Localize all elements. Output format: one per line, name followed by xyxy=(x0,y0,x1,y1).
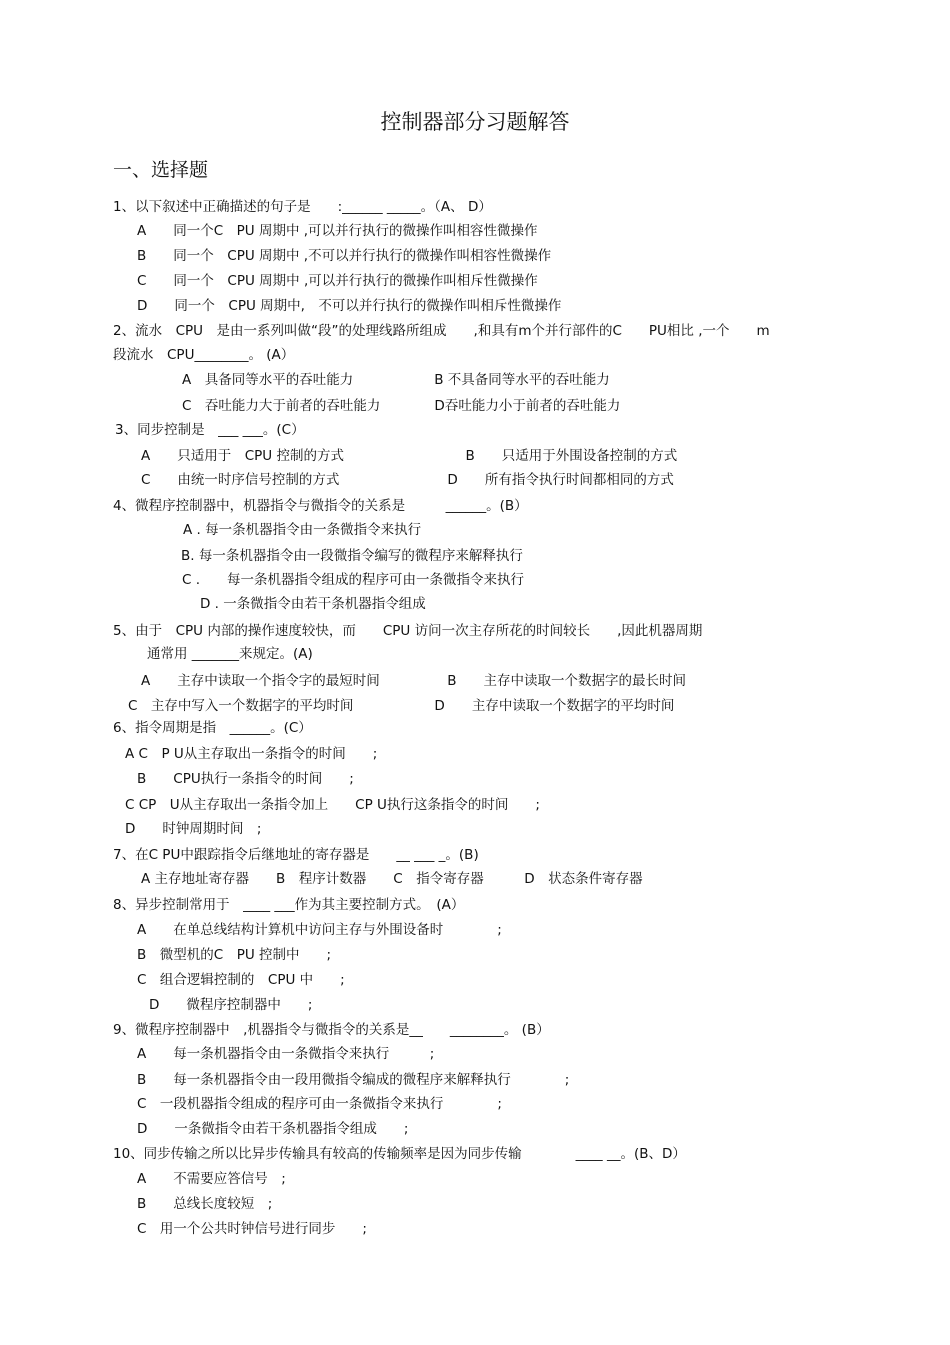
question-6: 6、指令周期是指 ______。(C） xyxy=(113,720,312,736)
option-line: A 只适用于 CPU 控制的方式 B 只适用于外围设备控制的方式 xyxy=(141,448,678,464)
option-line: B 每一条机器指令由一段用微指令编成的微程序来解释执行 ; xyxy=(137,1072,570,1088)
question-2-cont: 段流水 CPU________。 (A） xyxy=(113,347,295,363)
option-line: D 时钟周期时间 ; xyxy=(125,821,262,837)
option-line: C CP U从主存取出一条指令加上 CP U执行这条指令的时间 ; xyxy=(125,797,540,813)
option-line: C 主存中写入一个数据字的平均时间 D 主存中读取一个数据字的平均时间 xyxy=(128,698,675,714)
option-line: C 由统一时序信号控制的方式 D 所有指令执行时间都相同的方式 xyxy=(141,472,674,488)
question-8: 8、异步控制常用于 ____ ___作为其主要控制方式。 (A） xyxy=(113,897,465,913)
question-4: 4、微程序控制器中，机器指令与微指令的关系是 ______。(B） xyxy=(113,498,528,514)
option-line: B. 每一条机器指令由一段微指令编写的微程序来解释执行 xyxy=(181,548,523,564)
option-line: C . 每一条机器指令组成的程序可由一条微指令来执行 xyxy=(182,572,525,588)
option-line: C 吞吐能力大于前者的吞吐能力 D吞吐能力小于前者的吞吐能力 xyxy=(182,398,621,414)
option-line: A C P U从主存取出一条指令的时间 ; xyxy=(125,746,378,762)
question-5: 5、由于 CPU 内部的操作速度较快，而 CPU 访问一次主存所花的时间较长 ,因此机器周期 xyxy=(113,623,703,639)
question-10: 10、同步传输之所以比异步传输具有较高的传输频率是因为同步传输 ____ __。(B、D） xyxy=(113,1146,686,1162)
option-line: A 主存中读取一个指令字的最短时间 B 主存中读取一个数据字的最长时间 xyxy=(141,673,686,689)
option-line: B CPU执行一条指令的时间 ; xyxy=(137,771,354,787)
option-line: A 同一个C PU 周期中 ,可以并行执行的微操作叫相容性微操作 xyxy=(137,223,538,239)
option-line: C 用一个公共时钟信号进行同步 ; xyxy=(137,1221,367,1237)
option-line: B 微型机的C PU 控制中 ; xyxy=(137,947,332,963)
option-line: B 同一个 CPU 周期中 ,不可以并行执行的微操作叫相容性微操作 xyxy=(137,248,552,264)
option-line: D . 一条微指令由若干条机器指令组成 xyxy=(200,596,426,612)
option-line: B 总线长度较短 ; xyxy=(137,1196,273,1212)
question-9: 9、微程序控制器中 ,机器指令与微指令的关系是__ ________。 (B） xyxy=(113,1022,550,1038)
option-line: A 主存地址寄存器 B 程序计数器 C 指令寄存器 D 状态条件寄存器 xyxy=(141,871,643,887)
option-line: A . 每一条机器指令由一条微指令来执行 xyxy=(183,522,422,538)
question-7: 7、在C PU中跟踪指令后继地址的寄存器是 __ ___ _。(B) xyxy=(113,847,479,863)
option-line: C 组合逻辑控制的 CPU 中 ; xyxy=(137,972,345,988)
option-line: A 在单总线结构计算机中访问主存与外围设备时 ; xyxy=(137,922,502,938)
option-line: A 具备同等水平的吞吐能力 B 不具备同等水平的吞吐能力 xyxy=(182,372,610,388)
question-5-cont: 通常用 _______来规定。(A) xyxy=(147,646,313,662)
option-line: D 同一个 CPU 周期中, 不可以并行执行的微操作叫相斥性微操作 xyxy=(137,298,562,314)
option-line: D 一条微指令由若干条机器指令组成 ; xyxy=(137,1121,409,1137)
question-3: 3、同步控制是 ___ ___。(C） xyxy=(115,422,305,438)
question-2: 2、流水 CPU 是由一系列叫做“段”的处理线路所组成 ,和具有m个并行部件的C PU相比 ,一个 m xyxy=(113,323,770,339)
option-line: A 不需要应答信号 ; xyxy=(137,1171,286,1187)
option-line: C 同一个 CPU 周期中 ,可以并行执行的微操作叫相斥性微操作 xyxy=(137,273,538,289)
section-heading: 一、选择题 xyxy=(113,159,209,181)
option-line: A 每一条机器指令由一条微指令来执行 ; xyxy=(137,1046,435,1062)
page-title: 控制器部分习题解答 xyxy=(380,110,570,134)
option-line: C 一段机器指令组成的程序可由一条微指令来执行 ; xyxy=(137,1096,502,1112)
option-line: D 微程序控制器中 ; xyxy=(149,997,313,1013)
question-1: 1、以下叙述中正确描述的句子是 :______ _____。（A、 D） xyxy=(113,199,492,215)
